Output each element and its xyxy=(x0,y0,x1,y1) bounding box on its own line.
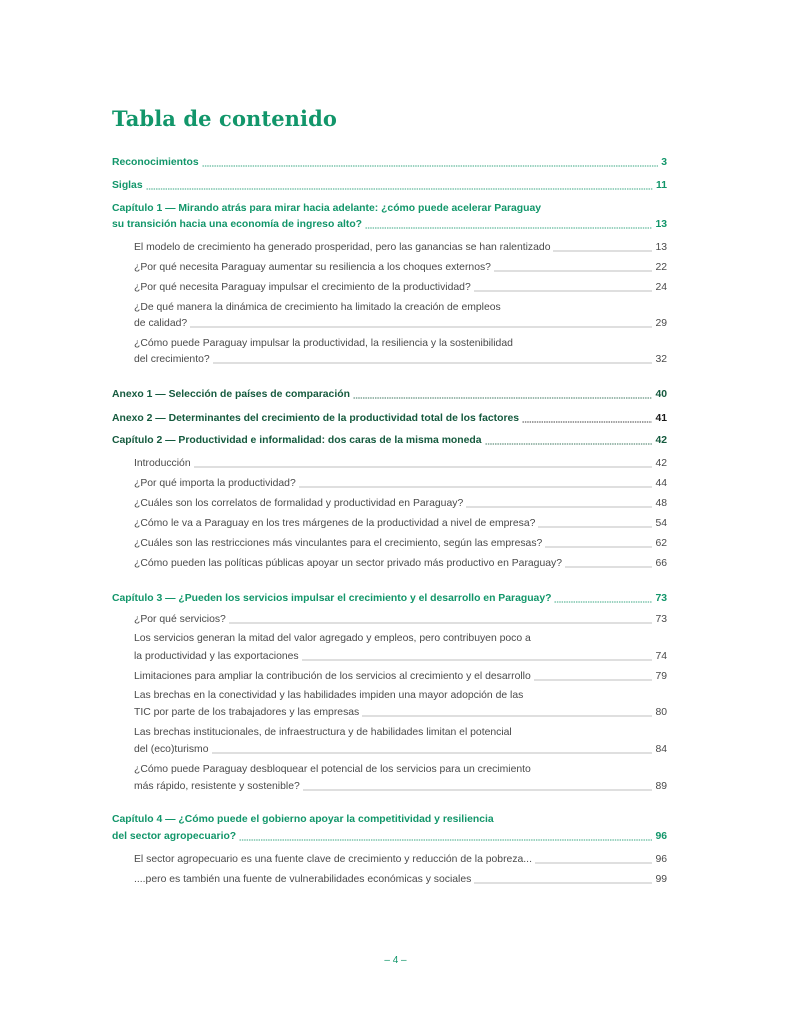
toc-subentry[interactable] xyxy=(134,516,667,532)
dot-leader xyxy=(213,362,653,364)
dot-leader xyxy=(553,250,652,252)
toc-entry-capitulo-4[interactable] xyxy=(112,829,667,845)
toc-page-number: 66 xyxy=(655,558,667,569)
toc-page-number: 40 xyxy=(655,389,667,400)
page-number: – 4 – xyxy=(384,955,407,966)
dot-leader xyxy=(522,421,652,423)
toc-subentry[interactable] xyxy=(134,612,667,628)
toc-entry-capitulo-1[interactable] xyxy=(112,217,667,233)
toc-entry-siglas[interactable] xyxy=(112,178,667,194)
toc-entry-label: El sector agropecuario es una fuente clave de crecimiento y reducción de la pobreza... xyxy=(134,854,532,865)
toc-entry-label: la productividad y las exportaciones xyxy=(134,651,299,662)
toc-subentry-line1[interactable] xyxy=(134,336,667,352)
toc-page-number: 13 xyxy=(655,242,667,253)
toc-entry-anexo-1[interactable] xyxy=(112,387,667,403)
toc-entry-label: ¿Por qué servicios? xyxy=(134,614,226,625)
toc-subentry-line1[interactable] xyxy=(134,762,667,778)
toc-entry-label: Capítulo 2 — Productividad e informalidad: dos caras de la misma moneda xyxy=(112,435,482,446)
toc-subentry[interactable] xyxy=(134,779,667,795)
toc-page-number: 48 xyxy=(655,498,667,509)
toc-page-number: 96 xyxy=(655,854,667,865)
toc-entry-label: Capítulo 4 — ¿Cómo puede el gobierno apoyar la competitividad y resiliencia xyxy=(112,814,494,825)
toc-entry-label: ¿De qué manera la dinámica de crecimiento ha limitado la creación de empleos xyxy=(134,302,501,313)
toc-entry-label: Siglas xyxy=(112,180,143,191)
toc-entry-label: TIC por parte de los trabajadores y las empresas xyxy=(134,707,360,718)
toc-entry-label: Las brechas en la conectividad y las habilidades impiden una mayor adopción de las xyxy=(134,690,524,701)
toc-subentry[interactable] xyxy=(134,352,667,368)
toc-entry-label: ¿Por qué necesita Paraguay impulsar el crecimiento de la productividad? xyxy=(134,282,471,293)
toc-entry-label: ¿Por qué importa la productividad? xyxy=(134,478,296,489)
toc-subentry[interactable] xyxy=(134,742,667,758)
dot-leader xyxy=(554,601,652,603)
dot-leader xyxy=(565,566,652,568)
toc-entry-label: ¿Cómo pueden las políticas públicas apoyar un sector privado más productivo en Paraguay? xyxy=(134,558,562,569)
toc-entry-label: del sector agropecuario? xyxy=(112,831,237,842)
toc-page-number: 80 xyxy=(655,707,667,718)
toc-page-number: 24 xyxy=(655,282,667,293)
toc-page-number: 42 xyxy=(655,458,667,469)
toc-subentry[interactable] xyxy=(134,240,667,256)
toc-subentry[interactable] xyxy=(134,556,667,572)
dot-leader xyxy=(353,397,653,399)
toc-entry-label: del (eco)turismo xyxy=(134,744,209,755)
dot-leader xyxy=(485,443,653,445)
dot-leader xyxy=(466,506,652,508)
toc-subentry[interactable] xyxy=(134,476,667,492)
toc-entry-label: ¿Cómo puede Paraguay desbloquear el potencial de los servicios para un crecimiento xyxy=(134,764,531,775)
dot-leader xyxy=(202,165,659,167)
toc-entry-capitulo-4-line1[interactable] xyxy=(112,812,667,828)
dot-leader xyxy=(545,546,652,548)
toc-entry-label: ¿Cuáles son los correlatos de formalidad y productividad en Paraguay? xyxy=(134,498,464,509)
dot-leader xyxy=(229,622,653,624)
toc-page-number: 41 xyxy=(655,413,667,424)
toc-entry-label: Limitaciones para ampliar la contribución de los servicios al crecimiento y el desarrollo xyxy=(134,671,531,682)
page-title: Tabla de contenido xyxy=(112,106,338,131)
dot-leader xyxy=(190,326,652,328)
toc-page-number: 11 xyxy=(656,180,667,191)
toc-entry-label: Anexo 1 — Selección de países de comparación xyxy=(112,389,350,400)
toc-entry-label: del crecimiento? xyxy=(134,354,210,365)
toc-page-number: 42 xyxy=(655,435,667,446)
toc-entry-reconocimientos[interactable] xyxy=(112,155,667,171)
toc-subentry-line1[interactable] xyxy=(134,688,667,704)
toc-page-number: 29 xyxy=(655,318,667,329)
toc-entry-label: ¿Por qué necesita Paraguay aumentar su resiliencia a los choques externos? xyxy=(134,262,491,273)
toc-subentry[interactable] xyxy=(134,456,667,472)
toc-subentry[interactable] xyxy=(134,872,667,888)
dot-leader xyxy=(534,679,653,681)
dot-leader xyxy=(538,526,652,528)
toc-page-number: 89 xyxy=(655,781,667,792)
toc-page-number: 99 xyxy=(655,874,667,885)
toc-page-number: 22 xyxy=(655,262,667,273)
toc-entry-capitulo-2[interactable] xyxy=(112,433,667,449)
toc-page-number: 44 xyxy=(655,478,667,489)
toc-entry-label: Reconocimientos xyxy=(112,157,199,168)
toc-subentry[interactable] xyxy=(134,260,667,276)
toc-subentry-line1[interactable] xyxy=(134,300,667,316)
toc-entry-capitulo-3[interactable] xyxy=(112,591,667,607)
toc-page-number: 73 xyxy=(655,614,667,625)
toc-entry-label: Capítulo 3 — ¿Pueden los servicios impulsar el crecimiento y el desarrollo en Paraguay? xyxy=(112,593,552,604)
toc-page-number: 62 xyxy=(655,538,667,549)
toc-entry-label: de calidad? xyxy=(134,318,188,329)
toc-entry-label: El modelo de crecimiento ha generado prosperidad, pero las ganancias se han ralentizado xyxy=(134,242,551,253)
toc-page-number: 96 xyxy=(655,831,667,842)
toc-subentry[interactable] xyxy=(134,705,667,721)
toc-subentry[interactable] xyxy=(134,280,667,296)
toc-entry-label: ¿Cómo puede Paraguay impulsar la productividad, la resiliencia y la sostenibilidad xyxy=(134,338,513,349)
dot-leader xyxy=(212,752,653,754)
toc-entry-anexo-2[interactable] xyxy=(112,411,667,427)
toc-page-number: 32 xyxy=(655,354,667,365)
toc-subentry[interactable] xyxy=(134,536,667,552)
toc-page-number: 73 xyxy=(655,593,667,604)
toc-entry-label: Las brechas institucionales, de infraestructura y de habilidades limitan el potencial xyxy=(134,727,512,738)
dot-leader xyxy=(299,486,653,488)
toc-subentry-line1[interactable] xyxy=(134,725,667,741)
dot-leader xyxy=(365,227,652,229)
toc-page-number: 54 xyxy=(655,518,667,529)
dot-leader xyxy=(302,659,653,661)
toc-page-number: 74 xyxy=(655,651,667,662)
toc-page-number: 79 xyxy=(655,671,667,682)
toc-entry-capitulo-1-line1[interactable] xyxy=(112,201,667,217)
dot-leader xyxy=(474,882,652,884)
toc-entry-label: Introducción xyxy=(134,458,191,469)
toc-entry-label: Anexo 2 — Determinantes del crecimiento de la productividad total de los factores xyxy=(112,413,520,424)
toc-page-number: 84 xyxy=(655,744,667,755)
toc-subentry[interactable] xyxy=(134,649,667,665)
toc-entry-label: su transición hacia una economía de ingreso alto? xyxy=(112,219,363,230)
dot-leader xyxy=(303,789,653,791)
toc-page-number: 3 xyxy=(661,157,667,168)
toc-entry-label: Capítulo 1 — Mirando atrás para mirar hacia adelante: ¿cómo puede acelerar Paraguay xyxy=(112,203,542,214)
dot-leader xyxy=(362,715,652,717)
dot-leader xyxy=(494,270,652,272)
toc-subentry[interactable] xyxy=(134,316,667,332)
toc-subentry-line1[interactable] xyxy=(134,631,667,647)
toc-entry-label: más rápido, resistente y sostenible? xyxy=(134,781,300,792)
toc-page-number: 13 xyxy=(655,219,667,230)
dot-leader xyxy=(535,862,652,864)
dot-leader xyxy=(194,466,653,468)
toc-entry-label: ¿Cómo le va a Paraguay en los tres márgenes de la productividad a nivel de empresa? xyxy=(134,518,536,529)
toc-subentry[interactable] xyxy=(134,852,667,868)
toc-entry-label: ....pero es también una fuente de vulnerabilidades económicas y sociales xyxy=(134,874,472,885)
toc-entry-label: ¿Cuáles son las restricciones más vinculantes para el crecimiento, según las empresas? xyxy=(134,538,543,549)
toc-subentry[interactable] xyxy=(134,496,667,512)
dot-leader xyxy=(146,188,653,190)
toc-entry-label: Los servicios generan la mitad del valor agregado y empleos, pero contribuyen poco a xyxy=(134,633,531,644)
dot-leader xyxy=(474,290,653,292)
dot-leader xyxy=(239,839,652,841)
toc-subentry[interactable] xyxy=(134,669,667,685)
